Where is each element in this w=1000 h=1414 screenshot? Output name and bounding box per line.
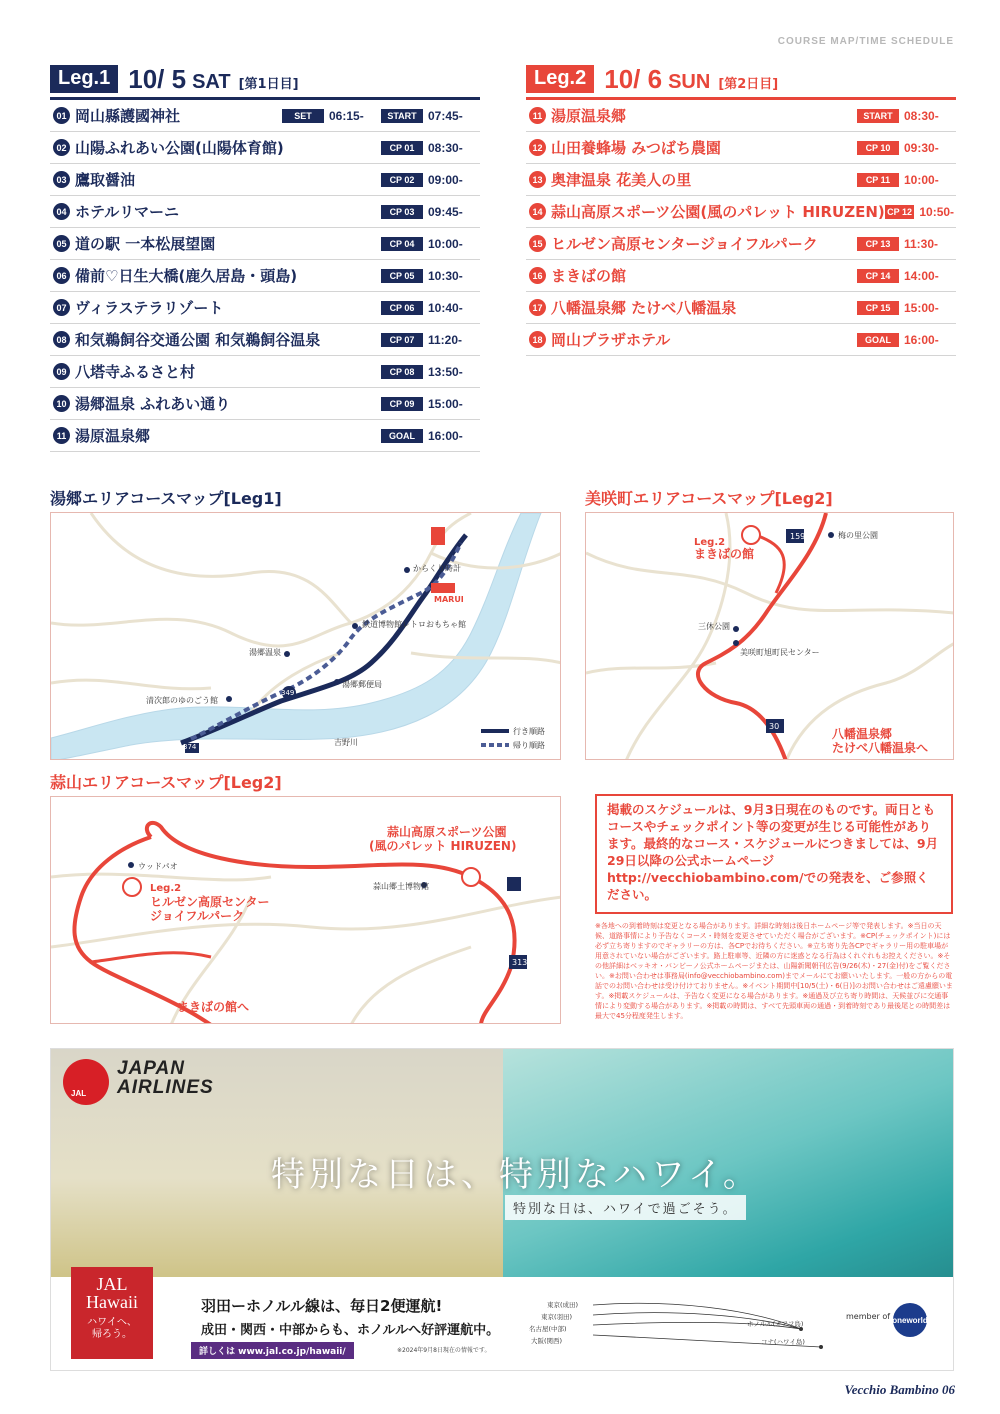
row-number: 11 xyxy=(529,107,546,124)
row-badge: CP 11 xyxy=(857,173,899,187)
fine-print: ※各地への到着時刻は変更となる場合があります。詳細な時刻は後日ホームページ等で発表します。※当日の天候、道路事情により予告なくコース・時刻を変更させていただく場合がございます。※CP(チェックポイント)には必ず立ち寄りますのでギャラリーの方は、各CPでお待ちください。※立ち寄り先各CPでギャラリー用の駐車場が用意されていない場合がございます。路上駐車等、近隣の方に迷惑となる行為はくれぐれもお控えください。※その他詳細はベッキオ・バンビーノ公式ホームページまたは、山陽新聞朝刊広告(9/26(木)・27(金)付)をご覧ください。※お問い合わせは事務局(info@vecchiobambino.com)までメールにてお願いいたします。一般の方からの電話でのお問い合わせは受け付けておりません。※イベント期間中[10/5(土)・6(日)]のお問い合わせはご遠慮願います。※掲載スケジュールは、予告なく変更になる場合があります。※通過及び立ち寄り時間は、天候並びに交通事情により変動する場合があります。※掲載の時間は、すべて先頭車両の通過・到着時刻であり最後尾との時間差は最大で45分程度発生します。 xyxy=(595,922,953,1020)
schedule-row xyxy=(526,196,956,228)
start-badge: START xyxy=(381,109,423,123)
ad-headline: 特別な日は、特別なハワイ。 xyxy=(271,1155,761,1195)
map-label-tetsudo: 鉄道博物館レトロおもちゃ館 xyxy=(362,620,466,629)
schedule-row xyxy=(50,292,480,324)
map-label-marui: MARUI xyxy=(434,595,464,604)
jal-brand-line2: AIRLINES xyxy=(117,1077,214,1098)
footer-brand: Vecchio Bambino 06 xyxy=(844,1382,955,1397)
route-159: 159 xyxy=(790,532,806,541)
misaki-makiba: まきばの館 xyxy=(694,547,755,561)
row-badge: GOAL xyxy=(857,333,899,347)
route-honolulu: ホノルル(オアフ島) xyxy=(747,1320,804,1328)
hiruzen-joyful2: ジョイフルパーク xyxy=(150,909,245,923)
leg1-header xyxy=(50,64,480,100)
misaki-sankyu: 三休公園 xyxy=(698,622,730,631)
row-badge: CP 10 xyxy=(857,141,899,155)
row-number: 09 xyxy=(53,363,70,380)
legend-back: 帰り順路 xyxy=(513,741,545,750)
ad-note: ※2024年9月8日現在の情報です。 xyxy=(397,1347,491,1354)
leg1-date: 10/ 5 xyxy=(128,64,187,94)
schedule-row xyxy=(526,324,956,356)
row-badge: CP 04 xyxy=(381,237,423,251)
hawaii-badge-line1: ハワイへ、 xyxy=(87,1317,137,1328)
leg2-schedule xyxy=(526,64,956,356)
row-badge: CP 06 xyxy=(381,301,423,315)
map-label-river: 吉野川 xyxy=(334,738,358,747)
start-time: 07:45- xyxy=(428,108,463,123)
jal-crane-logo xyxy=(63,1059,109,1105)
row-time: 16:00- xyxy=(904,332,939,347)
oneworld-logo: oneworld xyxy=(893,1303,927,1337)
row-time: 11:20- xyxy=(428,332,463,347)
row-number: 03 xyxy=(53,171,70,188)
leg2-date: 10/ 6 xyxy=(604,64,663,94)
row-time: 10:30- xyxy=(428,268,463,283)
leg1-day: SAT xyxy=(192,71,231,93)
schedule-row xyxy=(526,132,956,164)
map-yunogo xyxy=(50,512,561,760)
set-badge: SET xyxy=(282,109,324,123)
jal-brand xyxy=(117,1059,214,1097)
leg1-tag: Leg.1 xyxy=(50,65,118,93)
map-yunogo-title: 湯郷エリアコースマップ[Leg1] xyxy=(50,489,282,508)
map-label-seijiro: 清次郎のゆのごう館 xyxy=(146,696,218,705)
row-place: 山陽ふれあい公園(山陽体育館) xyxy=(75,139,284,157)
member-of-label: member of xyxy=(846,1312,891,1321)
row-badge: GOAL xyxy=(381,429,423,443)
ad-line1: 羽田ーホノルル線は、毎日2便運航! xyxy=(201,1297,443,1315)
jal-brand-line1: JAPAN xyxy=(117,1058,185,1079)
map-label-karakuri: からくり時計 xyxy=(413,564,461,573)
row-number: 14 xyxy=(529,203,546,220)
row-number: 05 xyxy=(53,235,70,252)
row-badge: CP 02 xyxy=(381,173,423,187)
row-place: ヒルゼン高原センタージョイフルパーク xyxy=(551,235,818,253)
row-place: ホテルリマーニ xyxy=(75,203,179,221)
misaki-hachiman2: たけべ八幡温泉へ xyxy=(832,741,929,755)
row-number: 17 xyxy=(529,299,546,316)
row-number: 16 xyxy=(529,267,546,284)
row-time: 09:30- xyxy=(904,140,939,155)
row-number: 12 xyxy=(529,139,546,156)
row-place: 岡山縣護國神社 xyxy=(75,107,181,125)
row-number: 01 xyxy=(53,107,70,124)
row-time: 15:00- xyxy=(904,300,939,315)
map-misaki xyxy=(585,512,954,760)
row-badge: CP 05 xyxy=(381,269,423,283)
map-misaki-title: 美咲町エリアコースマップ[Leg2] xyxy=(585,489,833,508)
leg2-header xyxy=(526,64,956,100)
row-place: 道の駅 一本松展望園 xyxy=(75,235,216,253)
schedule-row xyxy=(50,356,480,388)
leg2-day: SUN xyxy=(668,71,711,93)
schedule-row xyxy=(526,228,956,260)
schedule-row xyxy=(50,420,480,452)
schedule-row xyxy=(50,324,480,356)
row-place: 八塔寺ふるさと村 xyxy=(75,363,196,381)
hiruzen-leg2: Leg.2 xyxy=(150,883,182,894)
schedule-row xyxy=(526,292,956,324)
row-badge: CP 15 xyxy=(857,301,899,315)
row-number: 13 xyxy=(529,171,546,188)
row-number: 18 xyxy=(529,331,546,348)
row-time: 10:50- xyxy=(919,204,955,219)
row-time: 10:00- xyxy=(904,172,939,187)
schedule-row xyxy=(50,164,480,196)
jal-hawaii-badge xyxy=(71,1267,153,1359)
row-place: 八幡温泉郷 たけべ八幡温泉 xyxy=(551,299,737,317)
schedule-row xyxy=(526,164,956,196)
row-number: 10 xyxy=(53,395,70,412)
row-badge: CP 09 xyxy=(381,397,423,411)
schedule-row xyxy=(50,388,480,420)
row-time: 16:00- xyxy=(428,428,463,443)
row-badge: START xyxy=(857,109,899,123)
hawaii-badge-jal: JAL xyxy=(96,1274,128,1294)
row-time: 14:00- xyxy=(904,268,939,283)
map-label-yunogo-onsen: 湯郷温泉 xyxy=(249,648,281,657)
route-313: 313 xyxy=(512,958,528,967)
misaki-asahi: 美咲町旭町民センター xyxy=(740,648,820,657)
row-time: 08:30- xyxy=(428,140,463,155)
route-haneda: 東京(羽田) xyxy=(541,1313,573,1321)
hiruzen-joyful1: ヒルゼン高原センター xyxy=(150,895,270,909)
row-badge: CP 08 xyxy=(381,365,423,379)
leg1-sub: [第1日目] xyxy=(238,77,299,92)
row-badge: CP 01 xyxy=(381,141,423,155)
row-number: 11 xyxy=(53,427,70,444)
route-30: 30 xyxy=(769,722,780,731)
row-number: 08 xyxy=(53,331,70,348)
hawaii-badge-line2: 帰ろう。 xyxy=(92,1329,132,1340)
route-kansai: 大阪(関西) xyxy=(531,1337,563,1345)
row-badge: CP 14 xyxy=(857,269,899,283)
route-374: 374 xyxy=(183,743,197,751)
row-place: 湯郷温泉 ふれあい通り xyxy=(75,395,231,413)
map-label-post: 湯郷郵便局 xyxy=(342,680,382,689)
route-349: 349 xyxy=(281,689,295,697)
jal-advertisement[interactable] xyxy=(50,1048,954,1371)
hiruzen-museum: 蒜山郷土博物館 xyxy=(373,882,429,891)
row-number: 06 xyxy=(53,267,70,284)
set-time: 06:15- xyxy=(329,108,364,123)
map-hiruzen-title: 蒜山エリアコースマップ[Leg2] xyxy=(50,773,282,792)
row-number: 15 xyxy=(529,235,546,252)
row-place: 和気鵜飼谷交通公園 和気鵜飼谷温泉 xyxy=(75,331,321,349)
row-place: 鷹取醤油 xyxy=(75,171,136,189)
row-number: 02 xyxy=(53,139,70,156)
row-number: 04 xyxy=(53,203,70,220)
hiruzen-sports1: 蒜山高原スポーツ公園 xyxy=(387,825,507,839)
hiruzen-sports2: (風のパレット HIRUZEN) xyxy=(369,839,517,853)
row-place: まきばの館 xyxy=(551,267,627,285)
schedule-row xyxy=(50,228,480,260)
row-time: 10:00- xyxy=(428,236,463,251)
schedule-row xyxy=(50,260,480,292)
schedule-notice: 掲載のスケジュールは、9月3日現在のものです。両日ともコースやチェックポイント等の変更が生じる可能性があります。最終的なコース・スケジュールにつきましては、9月29日以降の公式ホームページhttp://vecchiobambino.com/での発表を、ご参照ください。 xyxy=(595,794,953,914)
jal-logo-text: JAL xyxy=(71,1089,87,1098)
row-place: 蒜山高原スポーツ公園(風のパレット HIRUZEN) xyxy=(551,203,885,221)
schedule-row xyxy=(50,196,480,228)
leg1-schedule xyxy=(50,64,480,452)
schedule-row xyxy=(50,132,480,164)
schedule-row xyxy=(50,100,480,132)
row-place: 備前♡日生大橋(鹿久居島・頭島) xyxy=(75,267,298,285)
row-place: 山田養蜂場 みつばち農園 xyxy=(551,139,721,157)
map-hiruzen xyxy=(50,796,561,1024)
hiruzen-woodpao: ウッドパオ xyxy=(138,862,178,871)
route-map-graphic xyxy=(571,1299,841,1369)
row-place: 奥津温泉 花美人の里 xyxy=(551,171,692,189)
row-number: 07 xyxy=(53,299,70,316)
row-time: 13:50- xyxy=(428,364,463,379)
leg2-tag: Leg.2 xyxy=(526,65,594,93)
schedule-row xyxy=(526,260,956,292)
row-time: 09:00- xyxy=(428,172,463,187)
map-yunogo-graphic xyxy=(51,513,561,760)
route-kona: コナ(ハワイ島) xyxy=(761,1338,805,1346)
hiruzen-makiba: まきばの館へ xyxy=(177,1000,250,1014)
row-badge: CP 12 xyxy=(885,205,915,219)
row-badge: CP 13 xyxy=(857,237,899,251)
ad-url-link[interactable]: 詳しくは www.jal.co.jp/hawaii/ xyxy=(191,1342,354,1359)
legend-go: 行き順路 xyxy=(513,727,545,736)
ad-subline: 特別な日は、ハワイで過ごそう。 xyxy=(505,1195,746,1220)
row-place: 湯原温泉郷 xyxy=(75,427,151,445)
hawaii-badge-hawaii: Hawaii xyxy=(86,1292,138,1312)
row-time: 09:45- xyxy=(428,204,463,219)
row-badge: CP 07 xyxy=(381,333,423,347)
row-time: 08:30- xyxy=(904,108,939,123)
row-time: 15:00- xyxy=(428,396,463,411)
row-time: 11:30- xyxy=(904,236,939,251)
row-place: 湯原温泉郷 xyxy=(551,107,627,125)
header-tag: COURSE MAP/TIME SCHEDULE xyxy=(777,36,954,47)
row-place: ヴィラステラリゾート xyxy=(75,299,224,317)
row-badge: CP 03 xyxy=(381,205,423,219)
row-place: 岡山プラザホテル xyxy=(551,331,671,349)
misaki-hachiman1: 八幡温泉郷 xyxy=(832,727,893,741)
route-chubu: 名古屋(中部) xyxy=(529,1325,567,1333)
schedule-row xyxy=(526,100,956,132)
row-time: 10:40- xyxy=(428,300,463,315)
ad-line2: 成田・関西・中部からも、ホノルルへ好評運航中。 xyxy=(201,1323,500,1338)
misaki-umenosato: 梅の里公園 xyxy=(838,531,878,540)
misaki-leg2: Leg.2 xyxy=(694,537,726,548)
start-times xyxy=(282,109,480,123)
leg2-sub: [第2日目] xyxy=(718,77,779,92)
route-narita: 東京(成田) xyxy=(547,1301,579,1309)
